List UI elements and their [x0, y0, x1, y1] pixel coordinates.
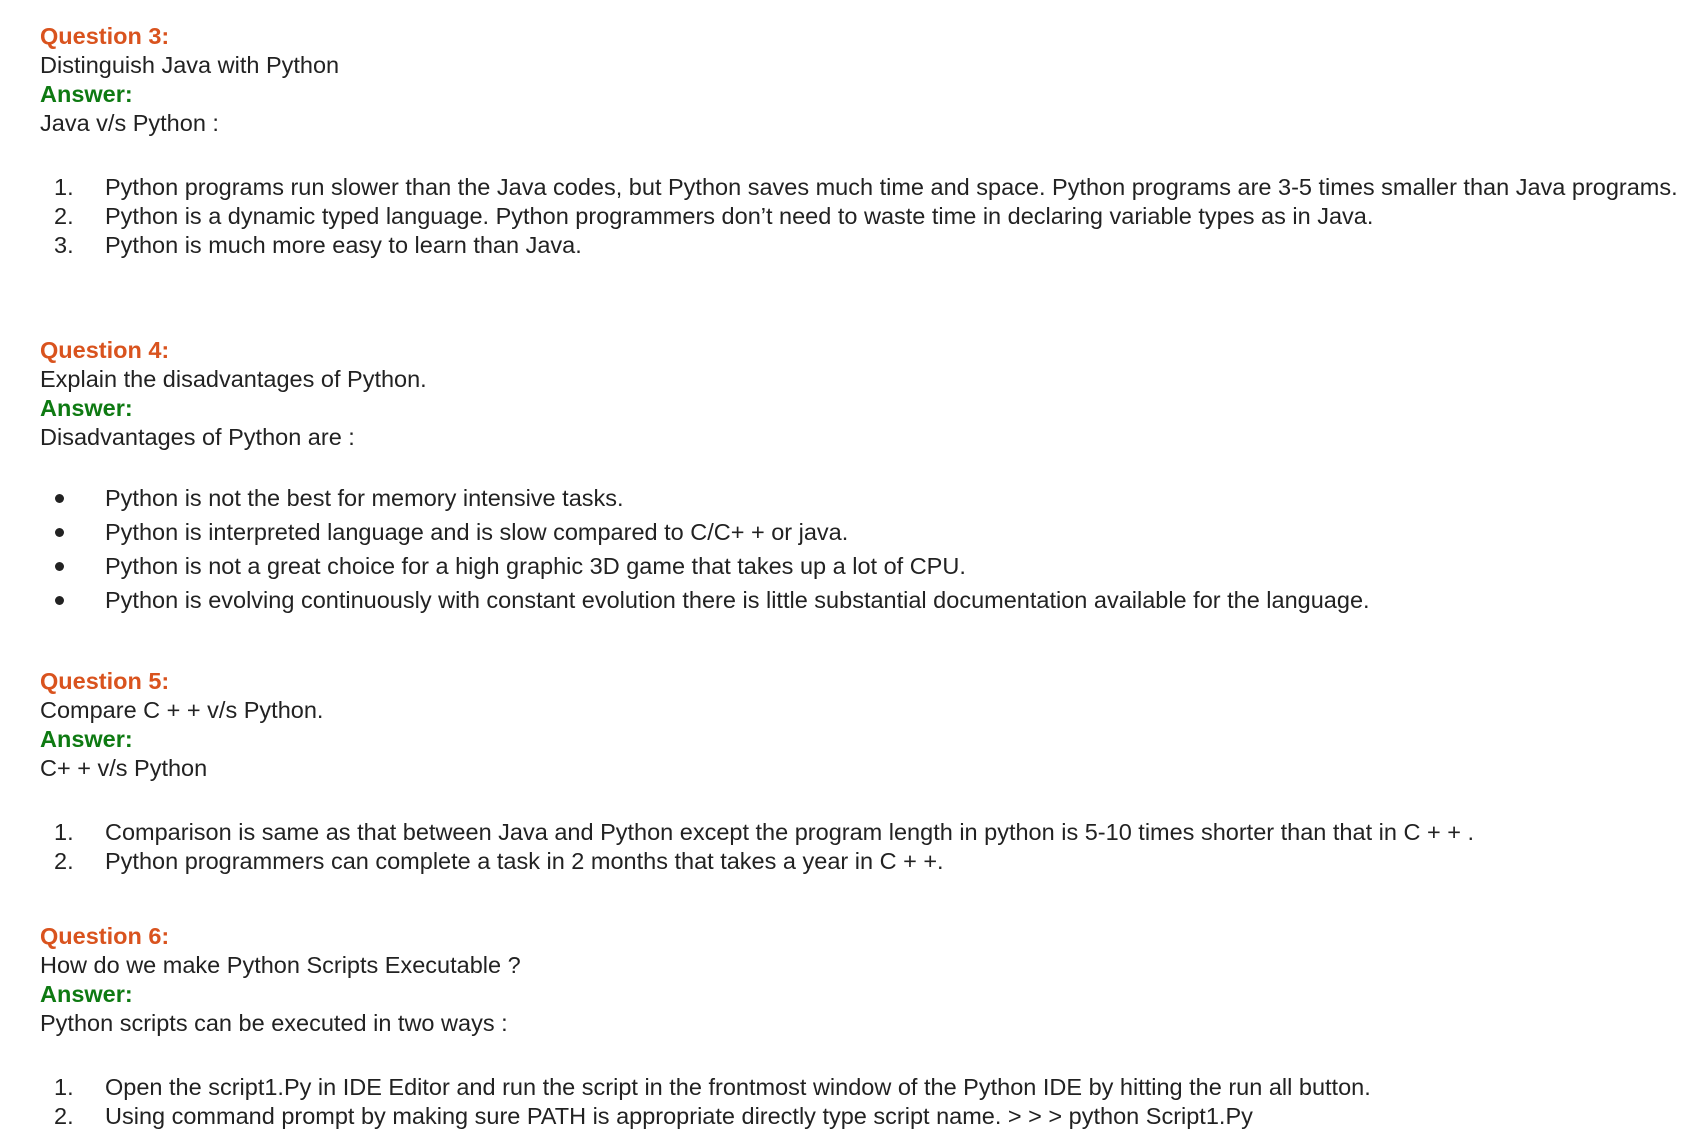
question-heading: Question 4:: [40, 337, 170, 363]
list-item: [40, 1102, 1680, 1131]
numbered-list: [40, 818, 1680, 876]
list-number: 1.: [54, 174, 74, 200]
numbered-list: [40, 1073, 1680, 1131]
question-heading: Question 6:: [40, 923, 170, 949]
list-item: [40, 583, 1680, 617]
question-text: Distinguish Java with Python: [40, 52, 340, 78]
list-item: [40, 231, 1680, 260]
answer-intro: Java v/s Python :: [40, 110, 219, 136]
list-item-text: Open the script1.Py in IDE Editor and run the script in the frontmost window of the Python IDE by hitting the run all button.: [105, 1074, 1371, 1100]
list-item-text: Python is much more easy to learn than Java.: [105, 232, 582, 258]
question-5-section: [40, 667, 1680, 876]
bullet-icon: [55, 596, 64, 605]
bullet-icon: [55, 494, 64, 503]
list-number: 2.: [54, 1103, 74, 1129]
answer-intro: Disadvantages of Python are :: [40, 424, 355, 450]
question-heading: Question 5:: [40, 668, 170, 694]
list-item: [40, 515, 1680, 549]
list-item-text: Comparison is same as that between Java and Python except the program length in python is 5-10 times shorter than that in C + + .: [105, 819, 1474, 845]
bullet-icon: [55, 562, 64, 571]
list-item: [40, 818, 1680, 847]
list-number: 1.: [54, 1074, 74, 1100]
answer-heading: Answer:: [40, 981, 133, 1007]
list-item-text: Using command prompt by making sure PATH is appropriate directly type script name. > > > python Script1.Py: [105, 1103, 1253, 1129]
list-item: [40, 481, 1680, 515]
list-item-text: Python is not the best for memory intensive tasks.: [105, 485, 624, 511]
question-text: Explain the disadvantages of Python.: [40, 366, 427, 392]
question-text: Compare C + + v/s Python.: [40, 697, 324, 723]
answer-heading: Answer:: [40, 395, 133, 421]
question-6-section: [40, 922, 1680, 1131]
answer-heading: Answer:: [40, 726, 133, 752]
list-item: [40, 549, 1680, 583]
list-item-text: Python is evolving continuously with constant evolution there is little substantial documentation available for the language.: [105, 587, 1370, 613]
list-item-text: Python is not a great choice for a high graphic 3D game that takes up a lot of CPU.: [105, 553, 966, 579]
question-text: How do we make Python Scripts Executable ?: [40, 952, 521, 978]
answer-intro: Python scripts can be executed in two ways :: [40, 1010, 508, 1036]
list-item-text: Python programmers can complete a task in 2 months that takes a year in C + +.: [105, 848, 944, 874]
numbered-list: [40, 173, 1680, 260]
question-4-section: [40, 336, 1680, 617]
question-heading: Question 3:: [40, 23, 170, 49]
list-item: [40, 847, 1680, 876]
question-3-section: [40, 22, 1680, 260]
list-item: [40, 173, 1680, 202]
list-item-text: Python is interpreted language and is slow compared to C/C+ + or java.: [105, 519, 849, 545]
bullet-icon: [55, 528, 64, 537]
list-number: 3.: [54, 232, 74, 258]
list-item-text: Python is a dynamic typed language. Python programmers don’t need to waste time in declaring variable types as in Java.: [105, 203, 1374, 229]
list-number: 1.: [54, 819, 74, 845]
bullet-list: [40, 481, 1680, 617]
list-number: 2.: [54, 203, 74, 229]
list-item-text: Python programs run slower than the Java codes, but Python saves much time and space. Python programs are 3-5 times smaller than Java programs.: [105, 174, 1678, 200]
answer-intro: C+ + v/s Python: [40, 755, 208, 781]
list-number: 2.: [54, 848, 74, 874]
list-item: [40, 1073, 1680, 1102]
list-item: [40, 202, 1680, 231]
answer-heading: Answer:: [40, 81, 133, 107]
